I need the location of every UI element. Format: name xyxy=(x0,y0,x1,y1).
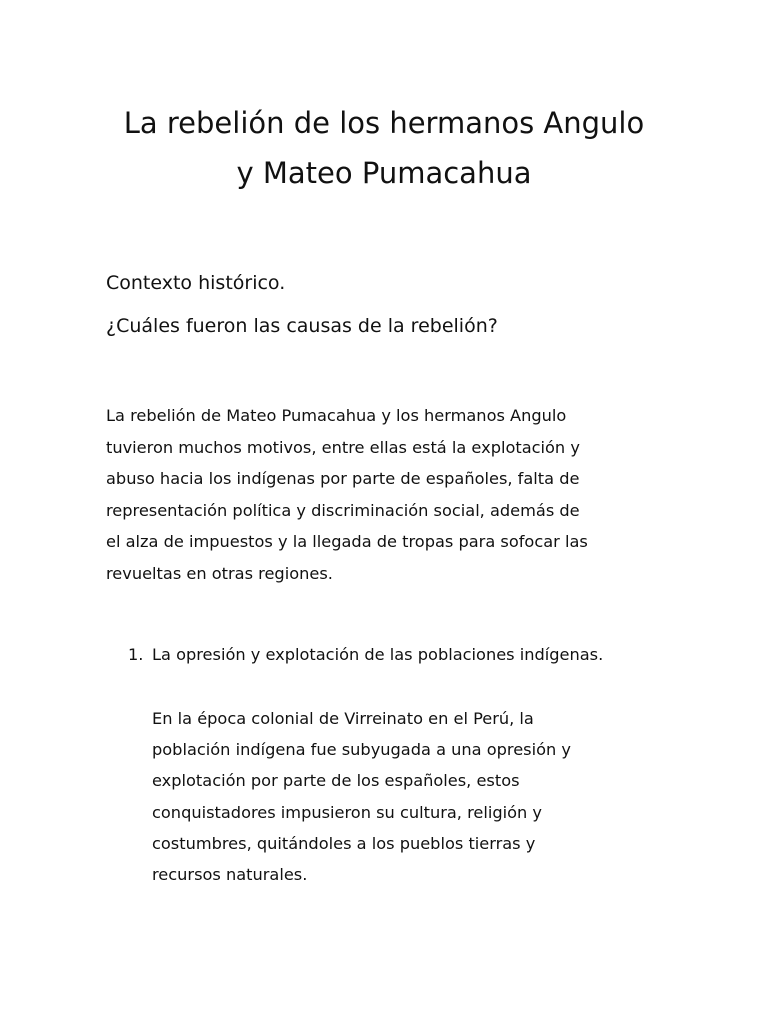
paragraph-line: el alza de impuestos y la llegada de tropas para sofocar las xyxy=(106,532,588,551)
page-title xyxy=(60,98,708,198)
paragraph-line: representación política y discriminación social, además de xyxy=(106,500,580,520)
paragraph-line: revueltas en otras regiones. xyxy=(106,563,333,583)
title-line: y Mateo Pumacahua xyxy=(236,156,532,190)
list-number: 1. xyxy=(128,645,144,664)
list-item xyxy=(128,641,603,669)
section-heading: Contexto histórico. xyxy=(106,272,286,294)
title-line: La rebelión de los hermanos Angulo xyxy=(123,106,645,140)
paragraph-line: conquistadores impusieron su cultura, religión y xyxy=(152,802,542,822)
paragraph-line: abuso hacia los indígenas por parte de españoles, falta de xyxy=(106,469,580,488)
paragraph-line: En la época colonial de Virreinato en el Perú, la xyxy=(152,709,534,728)
paragraph-line: La rebelión de Mateo Pumacahua y los hermanos Angulo xyxy=(106,406,567,425)
paragraph-line: población indígena fue subyugada a una opresión y xyxy=(152,740,571,760)
question-heading: ¿Cuáles fueron las causas de la rebelión? xyxy=(106,315,498,337)
paragraph-line: tuvieron muchos motivos, entre ellas está la explotación y xyxy=(106,437,580,457)
list-item-title: La opresión y explotación de las poblaciones indígenas. xyxy=(152,645,604,664)
list-item-paragraph xyxy=(152,703,672,890)
intro-paragraph xyxy=(106,400,706,589)
paragraph-line: recursos naturales. xyxy=(152,865,308,885)
paragraph-line: explotación por parte de los españoles, estos xyxy=(152,771,520,791)
paragraph-line: costumbres, quitándoles a los pueblos tierras y xyxy=(152,833,536,853)
